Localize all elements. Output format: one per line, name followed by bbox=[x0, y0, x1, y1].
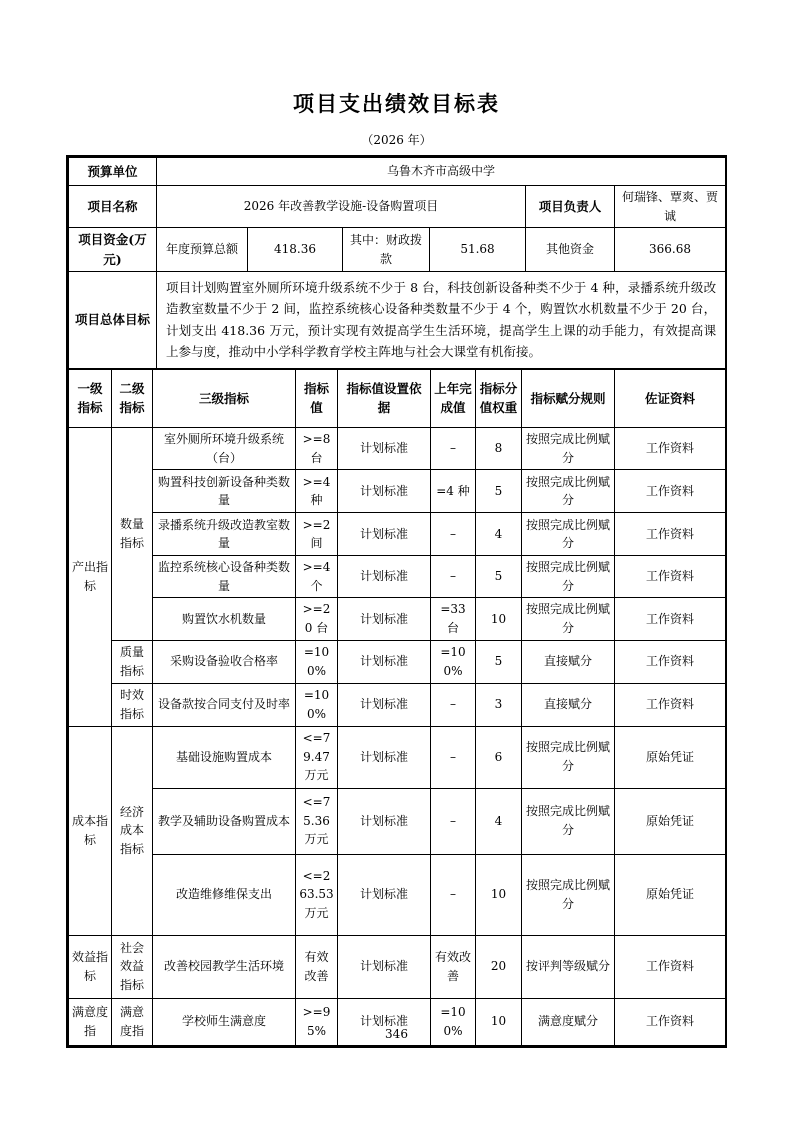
indicator-value-cell: =100% bbox=[296, 640, 338, 683]
level1-indicator-cell: 产出指标 bbox=[69, 427, 112, 726]
indicator-value-cell: >=2 间 bbox=[296, 513, 338, 556]
indicator-name-cell: 改造维修维保支出 bbox=[153, 854, 296, 935]
header-weight: 指标分值权重 bbox=[476, 369, 522, 427]
project-leader-label: 项目负责人 bbox=[526, 186, 615, 228]
prev-year-cell: – bbox=[431, 683, 476, 726]
annual-budget-value: 418.36 bbox=[248, 228, 343, 272]
prev-year-cell: =100% bbox=[431, 640, 476, 683]
prev-year-cell: =100% bbox=[431, 998, 476, 1045]
evidence-cell: 工作资料 bbox=[615, 935, 726, 998]
evidence-cell: 工作资料 bbox=[615, 470, 726, 513]
evidence-cell: 工作资料 bbox=[615, 556, 726, 598]
value-basis-cell: 计划标准 bbox=[338, 726, 431, 788]
weight-cell: 6 bbox=[476, 726, 522, 788]
level2-indicator-cell: 数量指标 bbox=[112, 427, 153, 640]
project-name-label: 项目名称 bbox=[69, 186, 157, 228]
value-basis-cell: 计划标准 bbox=[338, 556, 431, 598]
evidence-cell: 工作资料 bbox=[615, 427, 726, 469]
indicator-row bbox=[69, 427, 726, 469]
page-title: 项目支出绩效目标表 bbox=[293, 91, 500, 116]
prev-year-cell: – bbox=[431, 427, 476, 469]
indicator-table bbox=[68, 369, 726, 1046]
indicator-row bbox=[69, 556, 726, 598]
value-basis-cell: 计划标准 bbox=[338, 788, 431, 854]
indicator-row bbox=[69, 683, 726, 726]
evidence-cell: 工作资料 bbox=[615, 598, 726, 640]
prev-year-cell: – bbox=[431, 854, 476, 935]
project-info-table bbox=[68, 157, 726, 369]
indicator-row bbox=[69, 726, 726, 788]
indicator-name-cell: 监控系统核心设备种类数量 bbox=[153, 556, 296, 598]
level1-indicator-cell: 效益指标 bbox=[69, 935, 112, 998]
header-basis: 指标值设置依据 bbox=[338, 369, 431, 427]
value-basis-cell: 计划标准 bbox=[338, 935, 431, 998]
project-leader-value: 何瑞锋、覃爽、贾诚 bbox=[615, 186, 726, 228]
weight-cell: 3 bbox=[476, 683, 522, 726]
indicator-name-cell: 学校师生满意度 bbox=[153, 998, 296, 1045]
scoring-rule-cell: 满意度赋分 bbox=[522, 998, 615, 1045]
scoring-rule-cell: 按照完成比例赋分 bbox=[522, 788, 615, 854]
other-funds-value: 366.68 bbox=[615, 228, 726, 272]
indicator-name-cell: 采购设备验收合格率 bbox=[153, 640, 296, 683]
prev-year-cell: – bbox=[431, 726, 476, 788]
evidence-cell: 工作资料 bbox=[615, 640, 726, 683]
weight-cell: 20 bbox=[476, 935, 522, 998]
page-number: 346 bbox=[385, 1027, 408, 1041]
level2-indicator-cell: 经济成本指标 bbox=[112, 726, 153, 935]
overall-goal-row bbox=[69, 271, 726, 368]
evidence-cell: 工作资料 bbox=[615, 513, 726, 556]
page-subtitle: （2026 年） bbox=[361, 133, 432, 147]
scoring-rule-cell: 按照完成比例赋分 bbox=[522, 427, 615, 469]
header-rule: 指标赋分规则 bbox=[522, 369, 615, 427]
level2-indicator-cell: 质量指标 bbox=[112, 640, 153, 683]
overall-goal-label: 项目总体目标 bbox=[69, 271, 157, 368]
weight-cell: 8 bbox=[476, 427, 522, 469]
weight-cell: 5 bbox=[476, 470, 522, 513]
prev-year-cell: =33 台 bbox=[431, 598, 476, 640]
indicator-row bbox=[69, 854, 726, 935]
indicator-name-cell: 购置科技创新设备种类数量 bbox=[153, 470, 296, 513]
other-funds-label: 其他资金 bbox=[526, 228, 615, 272]
performance-target-table bbox=[66, 155, 727, 1048]
scoring-rule-cell: 直接赋分 bbox=[522, 683, 615, 726]
value-basis-cell: 计划标准 bbox=[338, 640, 431, 683]
scoring-rule-cell: 按照完成比例赋分 bbox=[522, 513, 615, 556]
scoring-rule-cell: 按照完成比例赋分 bbox=[522, 726, 615, 788]
header-evidence: 佐证资料 bbox=[615, 369, 726, 427]
indicator-row bbox=[69, 640, 726, 683]
indicator-name-cell: 基础设施购置成本 bbox=[153, 726, 296, 788]
budget-unit-label: 预算单位 bbox=[69, 158, 157, 186]
annual-budget-label: 年度预算总额 bbox=[157, 228, 248, 272]
evidence-cell: 原始凭证 bbox=[615, 854, 726, 935]
weight-cell: 5 bbox=[476, 556, 522, 598]
weight-cell: 10 bbox=[476, 598, 522, 640]
value-basis-cell: 计划标准 bbox=[338, 598, 431, 640]
value-basis-cell: 计划标准 bbox=[338, 470, 431, 513]
indicator-row bbox=[69, 598, 726, 640]
level1-indicator-cell: 成本指标 bbox=[69, 726, 112, 935]
level2-indicator-cell: 社会效益指标 bbox=[112, 935, 153, 998]
header-prev-year: 上年完成值 bbox=[431, 369, 476, 427]
level1-indicator-cell: 满意度指 bbox=[69, 998, 112, 1045]
prev-year-cell: – bbox=[431, 513, 476, 556]
value-basis-cell: 计划标准 bbox=[338, 513, 431, 556]
overall-goal-value: 项目计划购置室外厕所环境升级系统不少于 8 台，科技创新设备种类不少于 4 种，录播系统升级改造教室数量不少于 2 间，监控系统核心设备种类数量不少于 4 个，购置饮水机数量不少于 20 台，计划支出 418.36 万元，预计实现有效提高学生生活环境，提高学生上课的动手能力，有效提高课上参与度，推动中小学科学教育学校主阵地与社会大课堂有机衔接。 bbox=[157, 271, 726, 368]
level2-indicator-cell: 时效指标 bbox=[112, 683, 153, 726]
weight-cell: 4 bbox=[476, 513, 522, 556]
weight-cell: 10 bbox=[476, 998, 522, 1045]
indicator-value-cell: >=20 台 bbox=[296, 598, 338, 640]
header-level1: 一级指标 bbox=[69, 369, 112, 427]
indicator-value-cell: >=4 个 bbox=[296, 556, 338, 598]
budget-unit-value: 乌鲁木齐市高级中学 bbox=[157, 158, 726, 186]
indicator-value-cell: >=8 台 bbox=[296, 427, 338, 469]
prev-year-cell: =4 种 bbox=[431, 470, 476, 513]
prev-year-cell: 有效改善 bbox=[431, 935, 476, 998]
budget-unit-row bbox=[69, 158, 726, 186]
header-level3: 三级指标 bbox=[153, 369, 296, 427]
evidence-cell: 原始凭证 bbox=[615, 788, 726, 854]
indicator-value-cell: <=263.53 万元 bbox=[296, 854, 338, 935]
value-basis-cell: 计划标准 bbox=[338, 683, 431, 726]
indicator-row bbox=[69, 513, 726, 556]
evidence-cell: 原始凭证 bbox=[615, 726, 726, 788]
prev-year-cell: – bbox=[431, 556, 476, 598]
header-level2: 二级指标 bbox=[112, 369, 153, 427]
indicator-value-cell: >=95% bbox=[296, 998, 338, 1045]
project-name-row bbox=[69, 186, 726, 228]
indicator-value-cell: 有效改善 bbox=[296, 935, 338, 998]
scoring-rule-cell: 按照完成比例赋分 bbox=[522, 556, 615, 598]
indicator-row bbox=[69, 935, 726, 998]
indicator-row bbox=[69, 470, 726, 513]
indicator-name-cell: 设备款按合同支付及时率 bbox=[153, 683, 296, 726]
evidence-cell: 工作资料 bbox=[615, 998, 726, 1045]
indicator-name-cell: 购置饮水机数量 bbox=[153, 598, 296, 640]
scoring-rule-cell: 按照完成比例赋分 bbox=[522, 598, 615, 640]
indicator-value-cell: <=79.47 万元 bbox=[296, 726, 338, 788]
value-basis-cell: 计划标准 bbox=[338, 854, 431, 935]
value-basis-cell: 计划标准 bbox=[338, 427, 431, 469]
indicator-name-cell: 录播系统升级改造教室数量 bbox=[153, 513, 296, 556]
level2-indicator-cell: 满意度指 bbox=[112, 998, 153, 1045]
value-basis-cell: 计划标准 bbox=[338, 998, 431, 1045]
header-value: 指标值 bbox=[296, 369, 338, 427]
evidence-cell: 工作资料 bbox=[615, 683, 726, 726]
weight-cell: 4 bbox=[476, 788, 522, 854]
scoring-rule-cell: 按照完成比例赋分 bbox=[522, 854, 615, 935]
prev-year-cell: – bbox=[431, 788, 476, 854]
indicator-value-cell: =100% bbox=[296, 683, 338, 726]
scoring-rule-cell: 按评判等级赋分 bbox=[522, 935, 615, 998]
scoring-rule-cell: 按照完成比例赋分 bbox=[522, 470, 615, 513]
project-funds-label: 项目资金(万元) bbox=[69, 228, 157, 272]
indicator-name-cell: 改善校园教学生活环境 bbox=[153, 935, 296, 998]
indicator-value-cell: >=4 种 bbox=[296, 470, 338, 513]
project-funds-row bbox=[69, 228, 726, 272]
scoring-rule-cell: 直接赋分 bbox=[522, 640, 615, 683]
fiscal-allocation-value: 51.68 bbox=[430, 228, 526, 272]
indicator-header-row bbox=[69, 369, 726, 427]
indicator-row bbox=[69, 788, 726, 854]
fiscal-allocation-label: 其中：财政拨款 bbox=[343, 228, 430, 272]
weight-cell: 5 bbox=[476, 640, 522, 683]
project-name-value: 2026 年改善教学设施-设备购置项目 bbox=[157, 186, 526, 228]
weight-cell: 10 bbox=[476, 854, 522, 935]
indicator-name-cell: 室外厕所环境升级系统（台） bbox=[153, 427, 296, 469]
indicator-name-cell: 教学及辅助设备购置成本 bbox=[153, 788, 296, 854]
indicator-value-cell: <=75.36 万元 bbox=[296, 788, 338, 854]
